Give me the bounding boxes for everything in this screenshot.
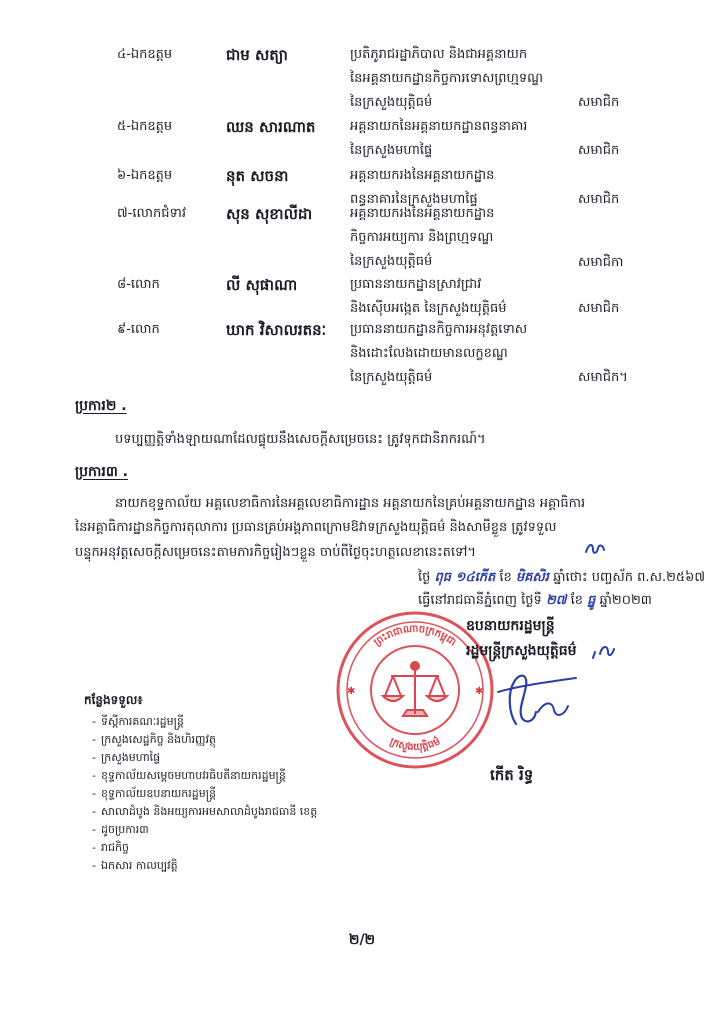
member-number: ៧-លោកជំទាវ — [117, 206, 186, 221]
lunar-date-line — [418, 566, 705, 590]
member-number: ៦-ឯកឧត្តម — [117, 168, 173, 183]
signatory-title: ឧបនាយករដ្ឋមន្ត្រី — [466, 618, 555, 634]
member-position — [350, 273, 574, 321]
member-row — [0, 202, 724, 274]
recipient-label: ខុទ្ទកាល័យឧបនាយករដ្ឋមន្ត្រី — [101, 787, 216, 800]
member-name: សុន សុខាលីដា — [226, 205, 313, 223]
recipient-item: - សាលាដំបូង និងអយ្យការអមសាលាដំបូងរាជធានី ខេត្ត — [92, 805, 318, 818]
svg-text:ព្រះរាជាណាចក្រកម្ពុជា — [372, 624, 458, 649]
recipient-label: ក្រសួងសេដ្ឋកិច្ច និងហិរញ្ញវត្ថុ — [101, 733, 217, 746]
member-row — [0, 318, 724, 390]
member-position-line: ប្រធាននាយកដ្ឋានកិច្ចការអនុវត្តទោស — [350, 322, 528, 337]
member-name: នុត សចនា — [226, 167, 289, 185]
recipient-label: ខុទ្ទកាល័យសម្តេចមហាបវរធិបតីនាយករដ្ឋមន្ត្រី — [101, 769, 286, 782]
stamp-star-icon: ✱ — [475, 686, 484, 697]
recipient-item: - ក្រសួងសេដ្ឋកិច្ច និងហិរញ្ញវត្ថុ — [92, 733, 217, 746]
stamp-star-icon: ✱ — [347, 686, 356, 697]
member-position-line: កិច្ចការអយ្យការ និងព្រហ្មទណ្ឌ — [350, 230, 494, 245]
member-row — [0, 115, 724, 163]
recipient-label: រាជកិច្ច — [101, 841, 129, 854]
member-position-line: ប្រតិភូរាជរដ្ឋាភិបាល និងជាអគ្គនាយក — [350, 47, 528, 62]
lunar-date-prefix: ថ្ងៃ — [418, 570, 431, 585]
handwritten-initial-mark — [590, 640, 616, 662]
article-3-line: នៃអគ្គាធិការដ្ឋានកិច្ចការតុលាការ ប្រធានគ្រប់អង្គភាពក្រោមឱវាទក្រសួងយុត្តិធម៌ និងសាមីខ្លួន ត្រូវទទួល — [75, 520, 557, 535]
member-number: ៤-ឯកឧត្តម — [117, 47, 173, 62]
scales-of-justice-icon — [383, 662, 447, 716]
member-position — [350, 202, 574, 274]
member-position-line: ប្រធាននាយកដ្ឋានស្រាវជ្រាវ — [350, 277, 482, 292]
recipient-item: - ឯកសារ កាលប្បវត្តិ — [92, 859, 178, 872]
stamp-bottom-text: ក្រសួងយុត្តិធម៌ — [387, 736, 443, 754]
recipient-item: - ខុទ្ទកាល័យឧបនាយករដ្ឋមន្ត្រី — [92, 787, 216, 800]
article-2-heading: ប្រការ២ . — [75, 398, 127, 414]
member-position — [350, 43, 574, 115]
article-3-line: បន្ទុកអនុវត្តសេចក្តីសម្រេចនេះតាមភារកិច្ចរៀងៗខ្លួន ចាប់ពីថ្ងៃចុះហត្ថលេខានេះតទៅ។ — [75, 545, 476, 560]
member-name: ជាម សត្យា — [226, 46, 288, 64]
member-position-line: នៃក្រសួងយុត្តិធម៌ — [350, 95, 433, 110]
recipient-item: - ទីស្តីការគណៈរដ្ឋមន្ត្រី — [92, 715, 184, 728]
recipients-heading: កន្លែងទទួល៖ — [84, 693, 143, 707]
handwritten-signature — [478, 652, 588, 742]
svg-text:ក្រសួងយុត្តិធម៌ — [388, 734, 443, 754]
member-role: សមាជិក — [578, 95, 620, 110]
member-row — [0, 273, 724, 321]
member-position-line: អគ្គនាយករងនៃអគ្គនាយកដ្ឋាន — [350, 168, 495, 183]
lunar-date-day: ពុធ ១៤កើត — [434, 570, 496, 585]
member-role: សមាជិក — [578, 301, 620, 316]
article-2-text: បទប្បញ្ញត្តិទាំងឡាយណាដែលផ្ទុយនឹងសេចក្តីសម្រេចនេះ ត្រូវទុកជានិរាករណ៍។ — [115, 432, 486, 447]
member-number: ៨-លោក — [117, 277, 160, 292]
member-role: សមាជិក។ — [578, 370, 628, 385]
signatory-ministry: រដ្ឋមន្ត្រីក្រសួងយុត្តិធម៌ — [466, 643, 577, 659]
recipient-item: - ដូចប្រការ៣ — [92, 823, 149, 836]
member-position-line: និងដោះលែងដោយមានលក្ខខណ្ឌ — [350, 346, 508, 361]
member-name: លី សុផាណា — [226, 276, 298, 294]
member-role: សមាជិក — [578, 143, 620, 158]
handwritten-initial-mark — [584, 540, 606, 558]
member-position — [350, 318, 574, 390]
member-position — [350, 115, 574, 163]
member-position-line: ពន្ធនាគារនៃក្រសួងមហាផ្ទៃ — [350, 192, 478, 207]
place-date-day: ២៧ — [545, 593, 567, 608]
page-number: ២/២ — [348, 932, 376, 948]
member-name: ឈន សារណាត — [226, 118, 316, 136]
recipient-label: ដូចប្រការ៣ — [101, 823, 149, 836]
lunar-date-month: មិគសិរ — [515, 570, 549, 585]
recipient-item: - រាជកិច្ច — [92, 841, 129, 854]
member-position-line: អគ្គនាយករងនៃអគ្គនាយកដ្ឋាន — [350, 206, 495, 221]
lunar-date-month-prefix: ខែ — [499, 570, 512, 585]
lunar-date-year: ឆ្នាំថោះ បញ្ចស័ក ព.ស.២៥៦៧ — [553, 570, 705, 585]
member-name: ឃាក វិសាលរតនៈ — [226, 321, 327, 339]
member-role: សមាជិកា — [578, 255, 624, 270]
article-3-heading: ប្រការ៣ . — [75, 464, 128, 480]
member-position-line: នៃក្រសួងមហាផ្ទៃ — [350, 143, 433, 158]
member-position-line: នៃអគ្គនាយកដ្ឋានកិច្ចការទោសព្រហ្មទណ្ឌ — [350, 71, 544, 86]
recipient-item: - ខុទ្ទកាល័យសម្តេចមហាបវរធិបតីនាយករដ្ឋមន្ត្រី — [92, 769, 286, 782]
member-position-line: នៃក្រសួងយុត្តិធម៌ — [350, 370, 433, 385]
recipient-label: ក្រសួងមហាផ្ទៃ — [101, 751, 161, 764]
member-number: ៥-ឯកឧត្តម — [117, 119, 173, 134]
article-3-line: នាយកខុទ្ទកាល័យ អគ្គលេខាធិការនៃអគ្គលេខាធិការដ្ឋាន អគ្គនាយកនៃគ្រប់អគ្គនាយកដ្ឋាន អគ្គាធិការ — [115, 496, 586, 511]
member-role: សមាជិក — [578, 192, 620, 207]
place-date-month: ធ្នូ — [587, 593, 596, 608]
place-date-month-prefix: ខែ — [570, 593, 583, 608]
recipient-label: ទីស្តីការគណៈរដ្ឋមន្ត្រី — [101, 715, 184, 728]
signatory-name: កើត រិទ្ធ — [490, 766, 534, 784]
recipient-item: - ក្រសួងមហាផ្ទៃ — [92, 751, 161, 764]
recipient-label: ឯកសារ កាលប្បវត្តិ — [101, 859, 178, 872]
place-date-prefix: ធ្វើនៅរាជធានីភ្នំពេញ ថ្ងៃទី — [418, 593, 542, 608]
stamp-top-text: ព្រះរាជាណាចក្រកម្ពុជា — [372, 623, 458, 649]
member-position-line: នៃក្រសួងយុត្តិធម៌ — [350, 254, 433, 269]
member-position-line: អគ្គនាយកនៃអគ្គនាយកដ្ឋានពន្ធនាគារ — [350, 119, 528, 134]
member-row — [0, 43, 724, 115]
member-position-line: និងស៊ើបអង្កេត នៃក្រសួងយុត្តិធម៌ — [350, 301, 507, 316]
recipient-label: សាលាដំបូង និងអយ្យការអមសាលាដំបូងរាជធានី ខេត្ត — [101, 805, 318, 818]
place-date-year: ឆ្នាំ២០២៣ — [599, 593, 652, 608]
member-number: ៩-លោក — [117, 322, 160, 337]
